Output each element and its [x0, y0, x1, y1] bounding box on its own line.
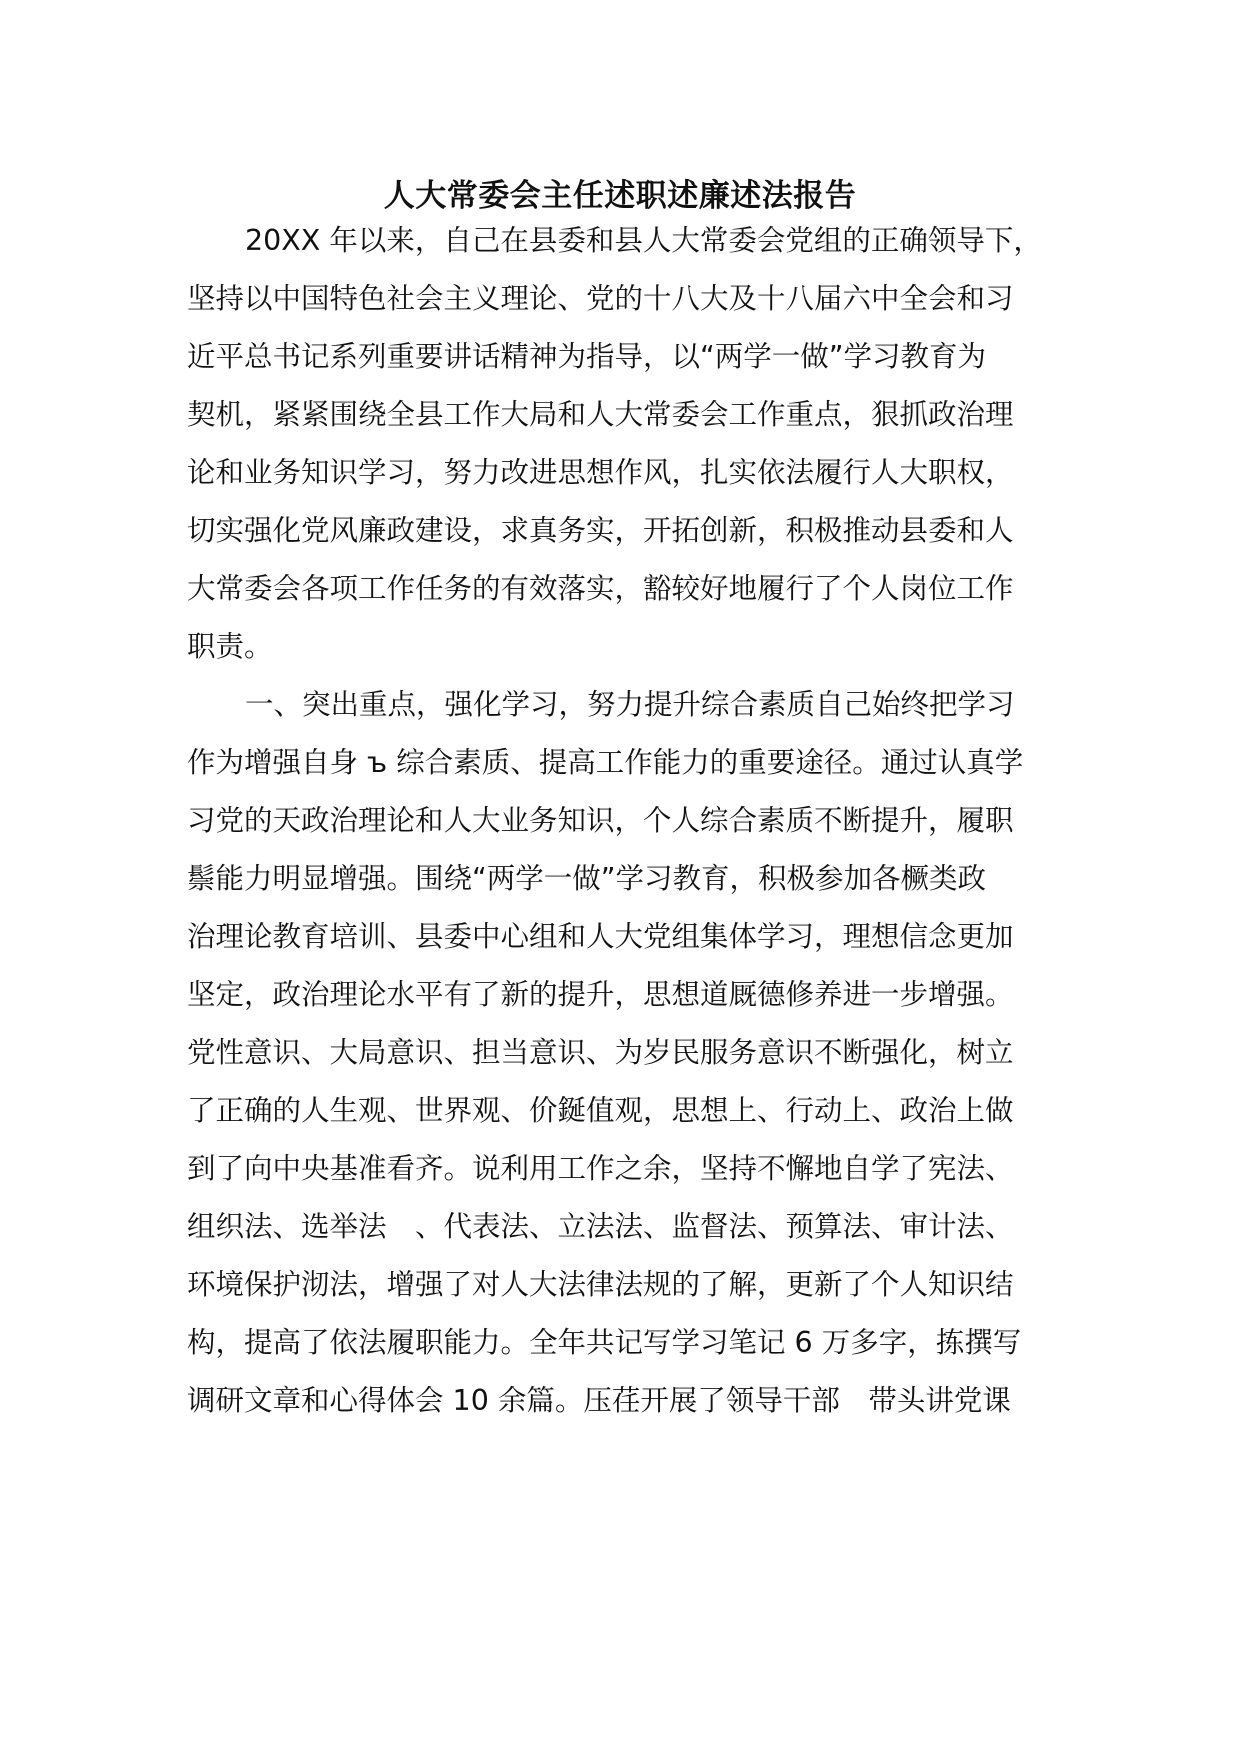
- paragraph-line: 组织法、选举法 、代表法、立法法、监督法、预算法、审计法、: [187, 1210, 1014, 1243]
- paragraph-line: 坚定，政治理论水平有了新的提升，思想道厩德修养进一步增强。: [187, 978, 1014, 1011]
- paragraph-line: 一、突出重点，强化学习，努力提升综合素质自己始终把学习: [245, 688, 1015, 721]
- paragraph-line: 鬃能力明显增强。围绕“两学一做”学习教育，积极参加各橛类政: [187, 862, 987, 895]
- paragraph-line: 习党的天政治理论和人大业务知识，个人综合素质不断提升，履职: [187, 804, 1014, 837]
- paragraph-line: 构，提高了依法履职能力。全年共记写学习笔记 6 万多字，拣撰写: [187, 1326, 1022, 1359]
- paragraph-line: 调研文章和心得体会 10 余篇。压荏开展了领导干部 带头讲党课: [187, 1384, 1011, 1417]
- paragraph-line: 环境保护沏法，增强了对人大法律法规的了解，更新了个人知识结: [187, 1268, 1014, 1301]
- paragraph-line: 了正确的人生观、世界观、价鋋值观，思想上、行动上、政治上做: [187, 1094, 1014, 1127]
- paragraph-line: 治理论教育培训、县委中心组和人大党组集体学习，理想信念更加: [187, 920, 1014, 953]
- paragraph-line: 契机，紧紧围绕全县工作大局和人大常委会工作重点，狠抓政治理: [187, 398, 1014, 431]
- document-title: 人大常委会主任述职述廉述法报告: [383, 178, 857, 214]
- paragraph-line: 作为增强自身 ъ 综合素质、提高工作能力的重要途径。通过认真学: [187, 746, 1024, 779]
- paragraph-line: 大常委会各项工作任务的有效落实，豁较好地履行了个人岗位工作: [187, 572, 1014, 605]
- paragraph-line: 坚持以中国特色社会主义理论、党的十八大及十八届六中全会和习: [187, 282, 1014, 315]
- paragraph-line: 到了向中央基准看齐。说利用工作之余，坚持不懈地自学了宪法、: [187, 1152, 1014, 1185]
- paragraph-line: 党性意识、大局意识、担当意识、为岁民服务意识不断强化，树立: [187, 1036, 1014, 1069]
- paragraph-line: 近平总书记系列重要讲话精神为指导，以“两学一做”学习教育为: [187, 340, 987, 373]
- paragraph-line: 论和业务知识学习，努力改进思想作风，扎实依法履行人大职权，: [187, 456, 1014, 489]
- paragraph-line: 20XX 年以来，自己在县委和县人大常委会党组的正确领导下，: [245, 224, 1042, 257]
- paragraph-line: 职责。: [187, 630, 273, 663]
- paragraph-line: 切实强化党风廉政建设，求真务实，开拓创新，积极推动县委和人: [187, 514, 1014, 547]
